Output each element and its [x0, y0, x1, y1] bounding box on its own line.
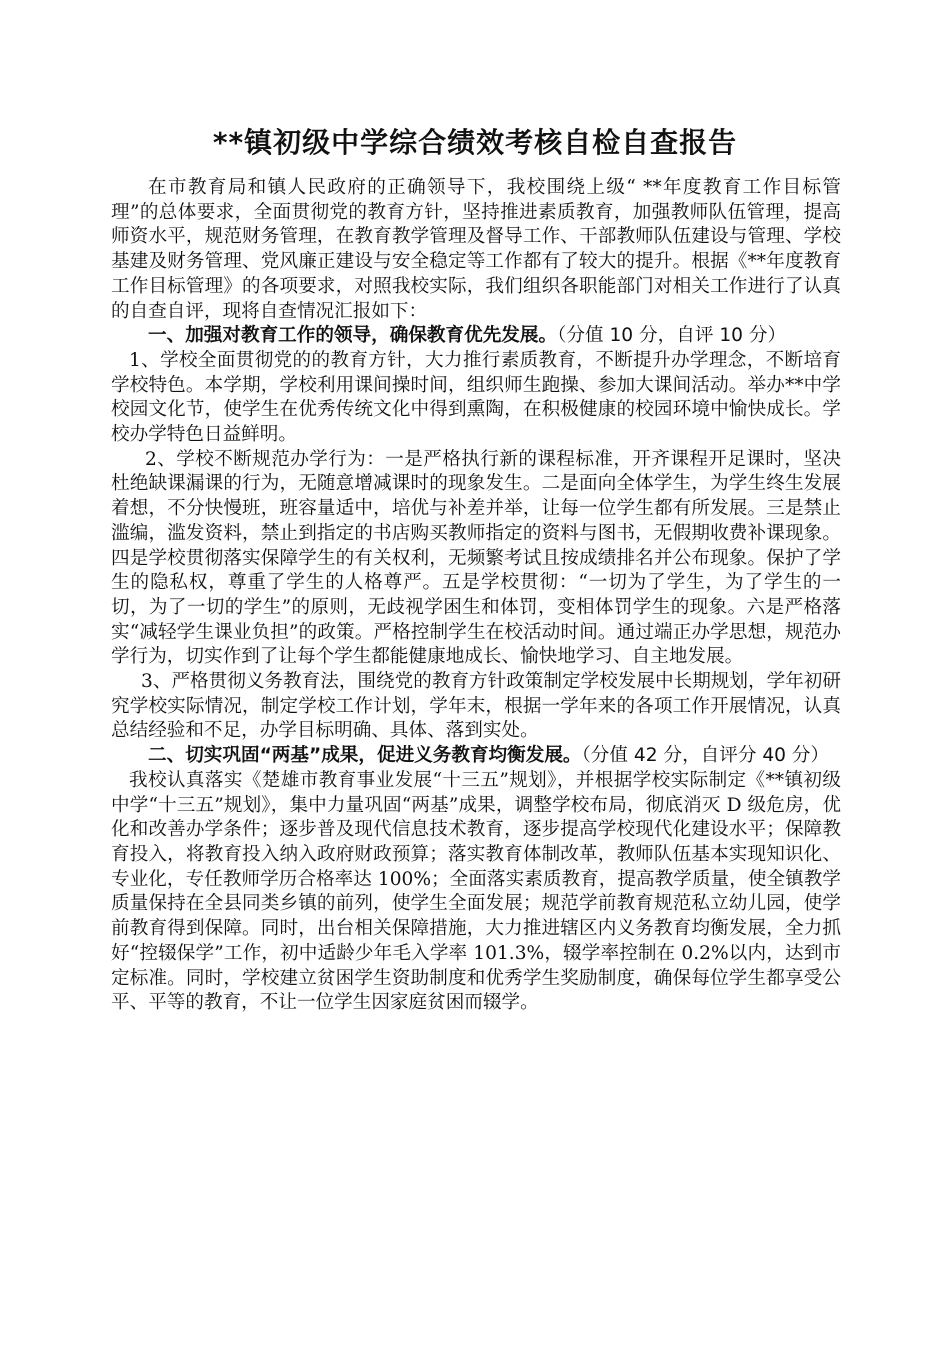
document-body — [111, 176, 841, 1016]
section-score: （分值 42 分，自评分 40 分） — [581, 745, 830, 767]
paragraph: 1、学校全面贯彻党的的教育方针，大力推行素质教育，不断提升办学理念，不断培育学校特色。本学期，学校利用课间操时间，组织师生跑操、参加大课间活动。举办**中学校园文化节，使学生在优秀传统文化中得到熏陶，在积极健康的校园环境中愉快成长。学校办学特色日益鲜明。 — [111, 349, 841, 446]
paragraph: 3、严格贯彻义务教育法，围绕党的教育方针政策制定学校发展中长期规划，学年初研究学校实际情况，制定学校工作计划，学年末，根据一学年来的各项工作开展情况，认真总结经验和不足，办学目标明确、具体、落到实处。 — [111, 671, 841, 742]
section-heading-text: 二、切实巩固“两基”成果，促进义务教育均衡发展。 — [148, 745, 582, 767]
section-heading — [111, 744, 841, 769]
section-heading-text: 一、加强对教育工作的领导，确保教育优先发展。 — [148, 325, 558, 347]
intro-paragraph: 在市教育局和镇人民政府的正确领导下，我校围绕上级“ **年度教育工作目标管理”的总体要求，全面贯彻党的教育方针，坚持推进素质教育，加强教师队伍管理，提高师资水平，规范财务管理，在教育教学管理及督导工作、干部教师队伍建设与管理、学校基建及财务管理、党风廉正建设与安全稳定等工作都有了较大的提升。根据《**年度教育工作目标管理》的各项要求，对照我校实际，我们组织各职能部门对相关工作进行了认真的自查自评，现将自查情况汇报如下： — [111, 177, 841, 322]
paragraph: 我校认真落实《楚雄市教育事业发展“十三五”规划》，并根据学校实际制定《**镇初级中学“十三五”规划》，集中力量巩固“两基”成果，调整学校布局，彻底消灭 D 级危房，优化和改善办学条件；逐步普及现代信息技术教育，逐步提高学校现代化建设水平；保障教育投入，将教育投入纳入政府财政预算；落实教育体制改革，教师队伍基本实现知识化、专业化，专任教师学历合格率达 100%；全面落实素质教育，提高教学质量，使全镇教学质量保持在全县同类乡镇的前列，使学生全面发展；规范学前教育规范私立幼儿园，使学前教育得到保障。同时，出台相关保障措施，大力推进辖区内义务教育均衡发展，全力抓好“控辍保学”工作，初中适龄少年毛入学率 101.3%，辍学率控制在 0.2%以内，达到市定标准。同时，学校建立贫困学生资助制度和优秀学生奖励制度，确保每位学生都享受公平、平等的教育，不让一位学生因家庭贫困而辍学。 — [111, 769, 841, 1014]
section-score: （分值 10 分，自评 10 分） — [557, 325, 787, 347]
section-heading — [111, 324, 841, 349]
paragraph: 2、学校不断规范办学行为：一是严格执行新的课程标准，开齐课程开足课时，坚决杜绝缺课漏课的行为，无随意增减课时的现象发生。二是面向全体学生，为学生终生发展着想，不分快慢班，班容量适中，培优与补差并举，让每一位学生都有所发展。三是禁止滥编，滥发资料，禁止到指定的书店购买教师指定的资料与图书，无假期收费补课现象。四是学校贯彻落实保障学生的有关权利，无频繁考试且按成绩排名并公布现象。保护了学生的隐私权，尊重了学生的人格尊严。五是学校贯彻：“一切为了学生，为了学生的一切，为了一切的学生”的原则，无歧视学困生和体罚，变相体罚学生的现象。六是严格落实“减轻学生课业负担”的政策。严格控制学生在校活动时间。通过端正办学思想，规范办学行为，切实作到了让每个学生都能健康地成长、愉快地学习、自主地发展。 — [111, 448, 841, 668]
page-title: **镇初级中学综合绩效考核自检自查报告 — [212, 125, 738, 159]
